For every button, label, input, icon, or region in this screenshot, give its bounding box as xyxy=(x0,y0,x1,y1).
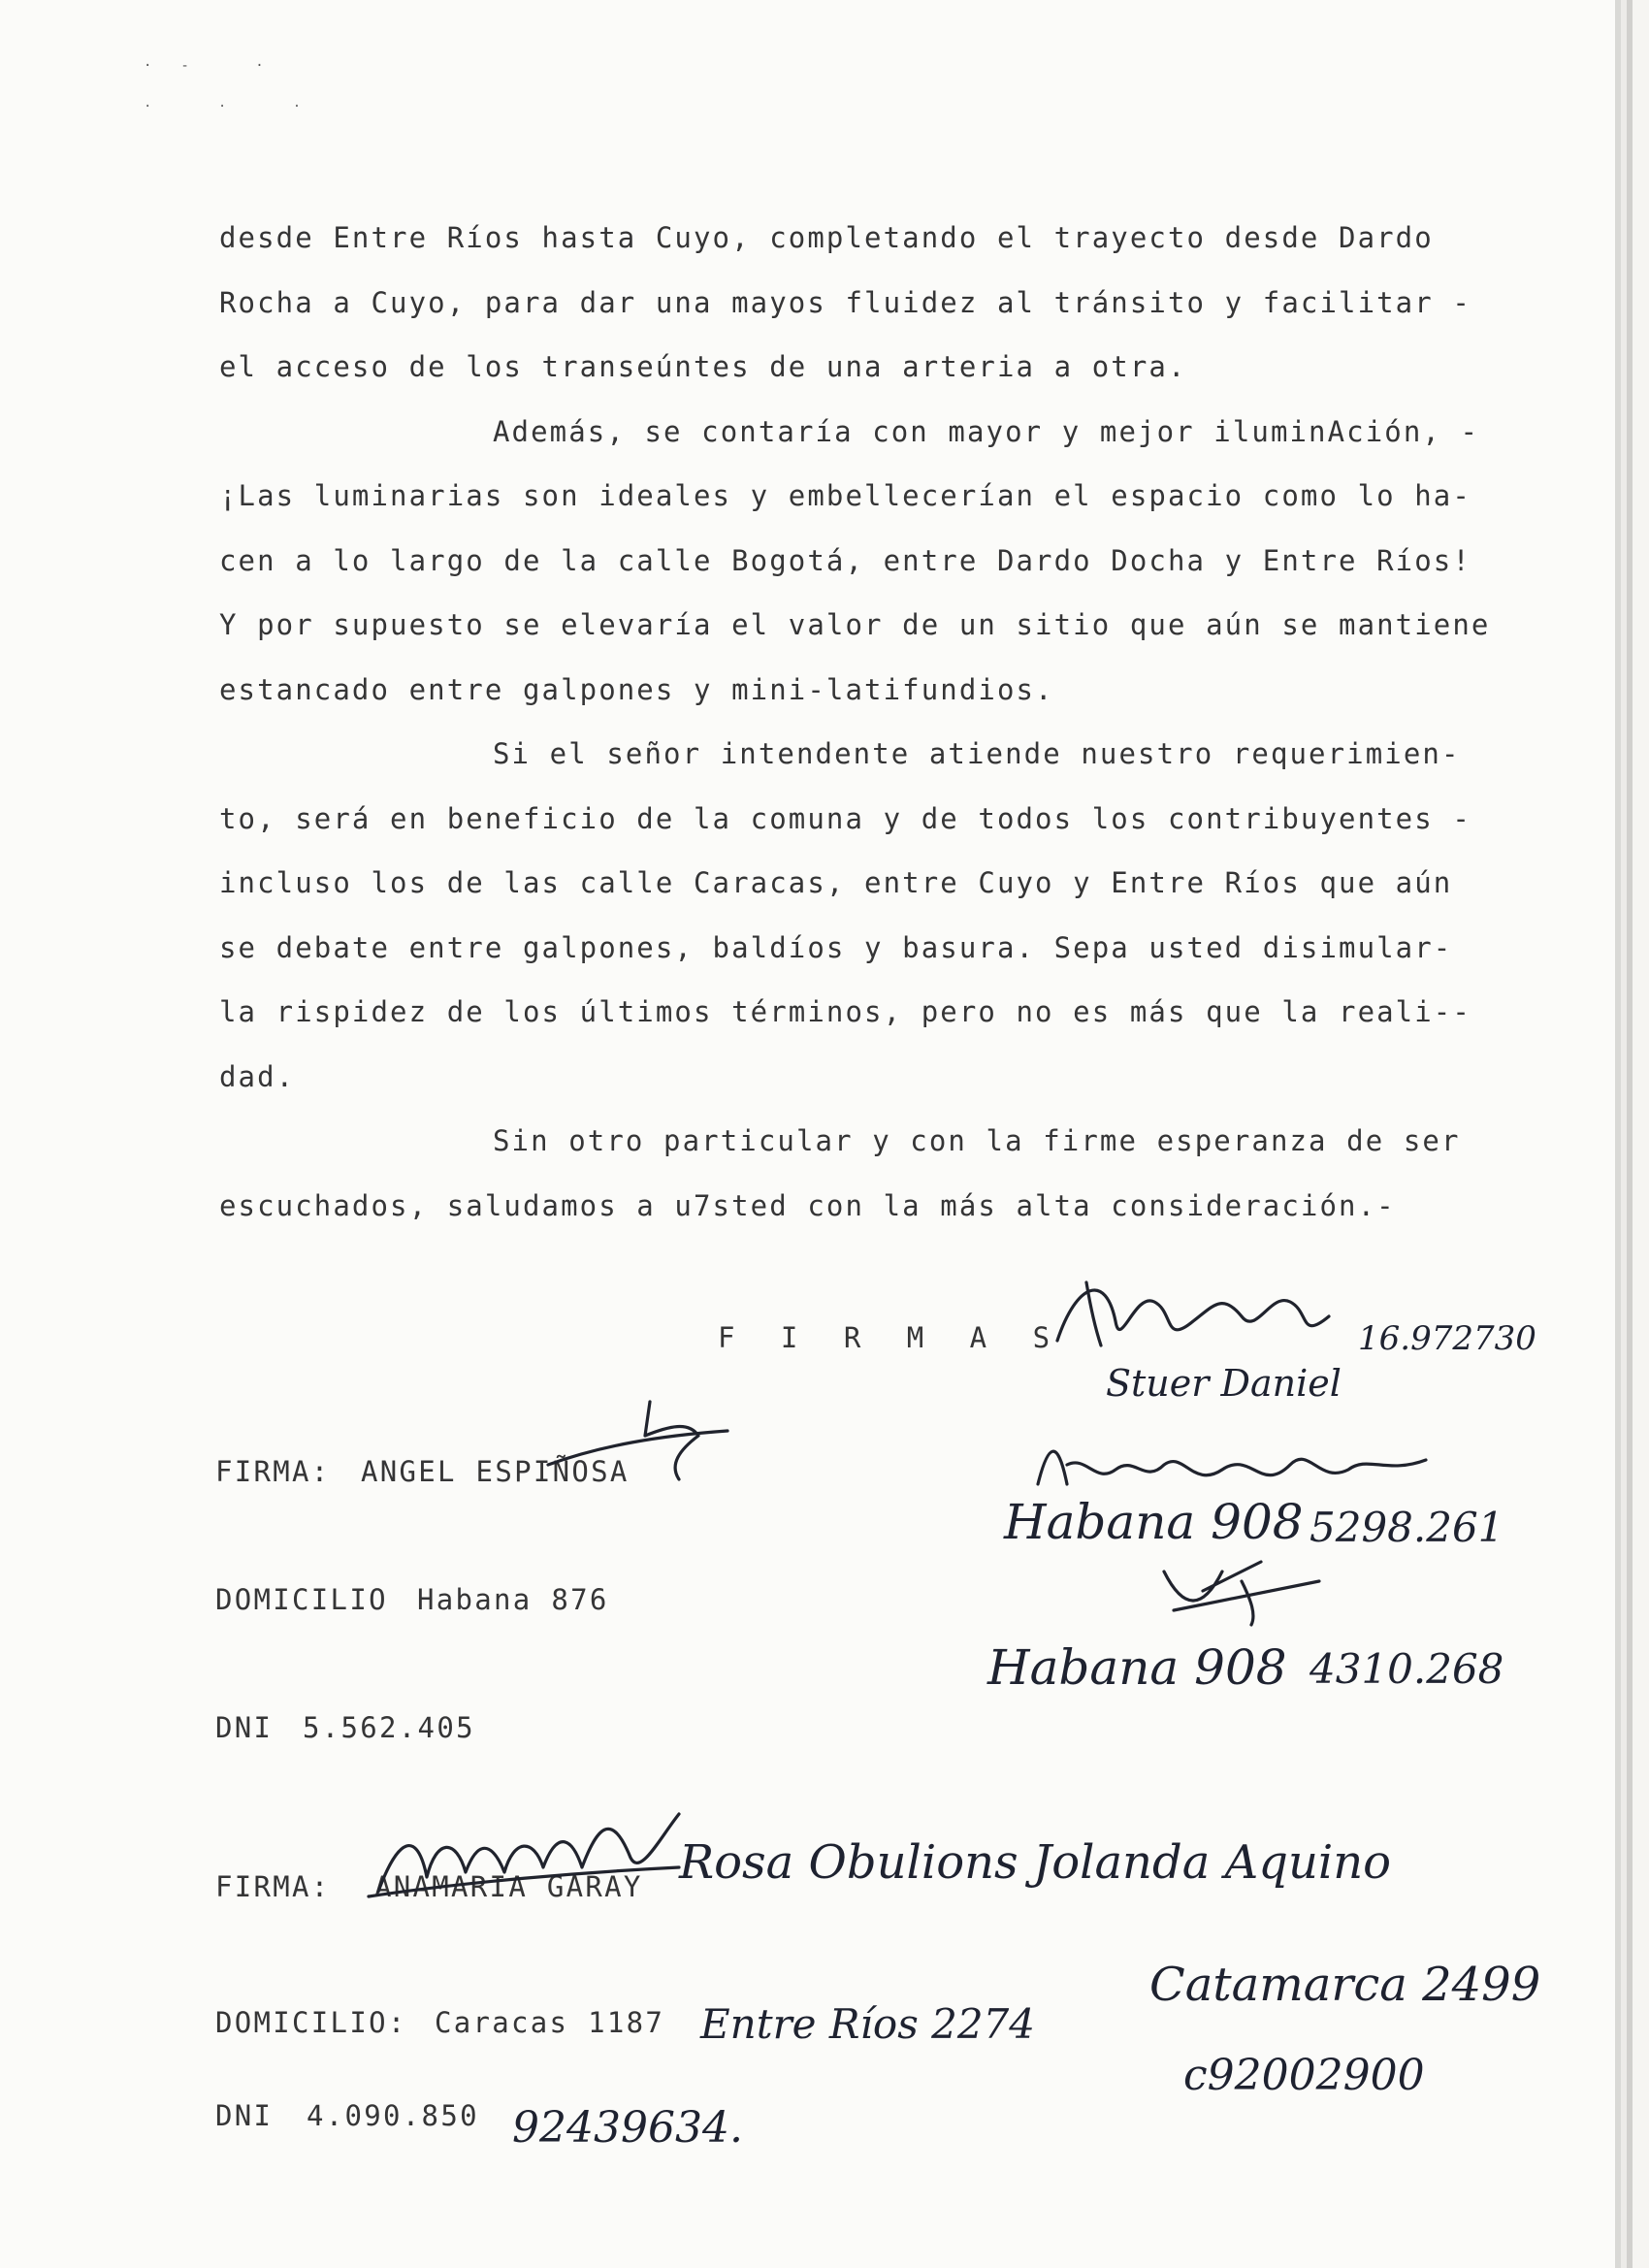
handwritten-address: Entre Ríos 2274 xyxy=(700,2000,1036,2048)
handwritten-names: Rosa Obulions Jolanda Aquino xyxy=(679,1835,1392,1890)
letter-line: Sin otro particular y con la firme esperanza de ser xyxy=(493,1124,1461,1157)
letter-line: el acceso de los transeúntes de una arteria a otra. xyxy=(219,350,1187,383)
letter-line: ¡Las luminarias son ideales y embellecerían el espacio como lo ha- xyxy=(219,479,1471,512)
domicilio-label: DOMICILIO xyxy=(215,1583,388,1616)
letter-line: desde Entre Ríos hasta Cuyo, completando el trayecto desde Dardo xyxy=(219,221,1434,254)
signatures-heading: F I R M A S xyxy=(718,1321,1065,1354)
signature xyxy=(1028,1426,1436,1504)
signer-name: ANGEL ESPIÑOSA xyxy=(361,1455,630,1488)
letter-line: dad. xyxy=(219,1059,296,1093)
signature xyxy=(543,1397,737,1484)
scan-marks: ·‑ · xyxy=(144,58,293,74)
handwritten-phone: 5298.261 xyxy=(1310,1504,1504,1551)
handwritten-dni: 16.972730 xyxy=(1358,1319,1536,1358)
handwritten-address: Catamarca 2499 xyxy=(1149,1958,1541,2012)
handwritten-dni: 92439634. xyxy=(512,2103,743,2153)
dni-label: DNI xyxy=(215,1711,274,1744)
domicilio-value: Habana 876 xyxy=(417,1583,609,1616)
firma-label: FIRMA: xyxy=(215,1870,331,1903)
letter-line: la rispidez de los últimos términos, pero no es más que la reali-- xyxy=(219,995,1471,1028)
dni-value: 4.090.850 xyxy=(307,2099,479,2132)
letter-line: to, será en beneficio de la comuna y de todos los contribuyentes - xyxy=(219,801,1471,835)
dni-label: DNI xyxy=(215,2099,274,2132)
letter-line: Y por supuesto se elevaría el valor de un sitio que aún se mantiene xyxy=(219,608,1491,641)
signature xyxy=(369,1799,689,1906)
letter-line: cen a lo largo de la calle Bogotá, entre Dardo Docha y Entre Ríos! xyxy=(219,543,1471,577)
dni-value: 5.562.405 xyxy=(303,1711,475,1744)
scan-marks: · · · xyxy=(144,99,331,114)
handwritten-phone: 4310.268 xyxy=(1310,1645,1504,1693)
firma-label: FIRMA: xyxy=(215,1455,331,1488)
signature xyxy=(1048,1263,1339,1360)
signature xyxy=(1145,1552,1339,1630)
handwritten-name: Stuer Daniel xyxy=(1106,1362,1342,1405)
letter-line: Además, se contaría con mayor y mejor iluminAción, - xyxy=(493,414,1480,448)
letter-line: incluso los de las calle Caracas, entre Cuyo y Entre Ríos que aún xyxy=(219,866,1453,899)
letter-line: se debate entre galpones, baldíos y basura. Sepa usted disimular- xyxy=(219,930,1453,964)
handwritten-address: Habana 908 xyxy=(987,1639,1287,1696)
handwritten-dni: c92002900 xyxy=(1183,2051,1425,2100)
signer-name: ANAMARIA GARAY xyxy=(374,1870,643,1903)
domicilio-value: Caracas 1187 xyxy=(435,2006,665,2039)
domicilio-label: DOMICILIO: xyxy=(215,2006,407,2039)
letter-line: estancado entre galpones y mini-latifundios. xyxy=(219,672,1054,706)
letter-body xyxy=(219,206,1519,1238)
letter-line: escuchados, saludamos a u7sted con la más alta consideración.- xyxy=(219,1188,1396,1222)
letter-line: Rocha a Cuyo, para dar una mayos fluidez al tránsito y facilitar - xyxy=(219,285,1471,319)
letter-line: Si el señor intendente atiende nuestro requerimien- xyxy=(493,737,1461,770)
handwritten-address: Habana 908 xyxy=(1004,1494,1304,1550)
